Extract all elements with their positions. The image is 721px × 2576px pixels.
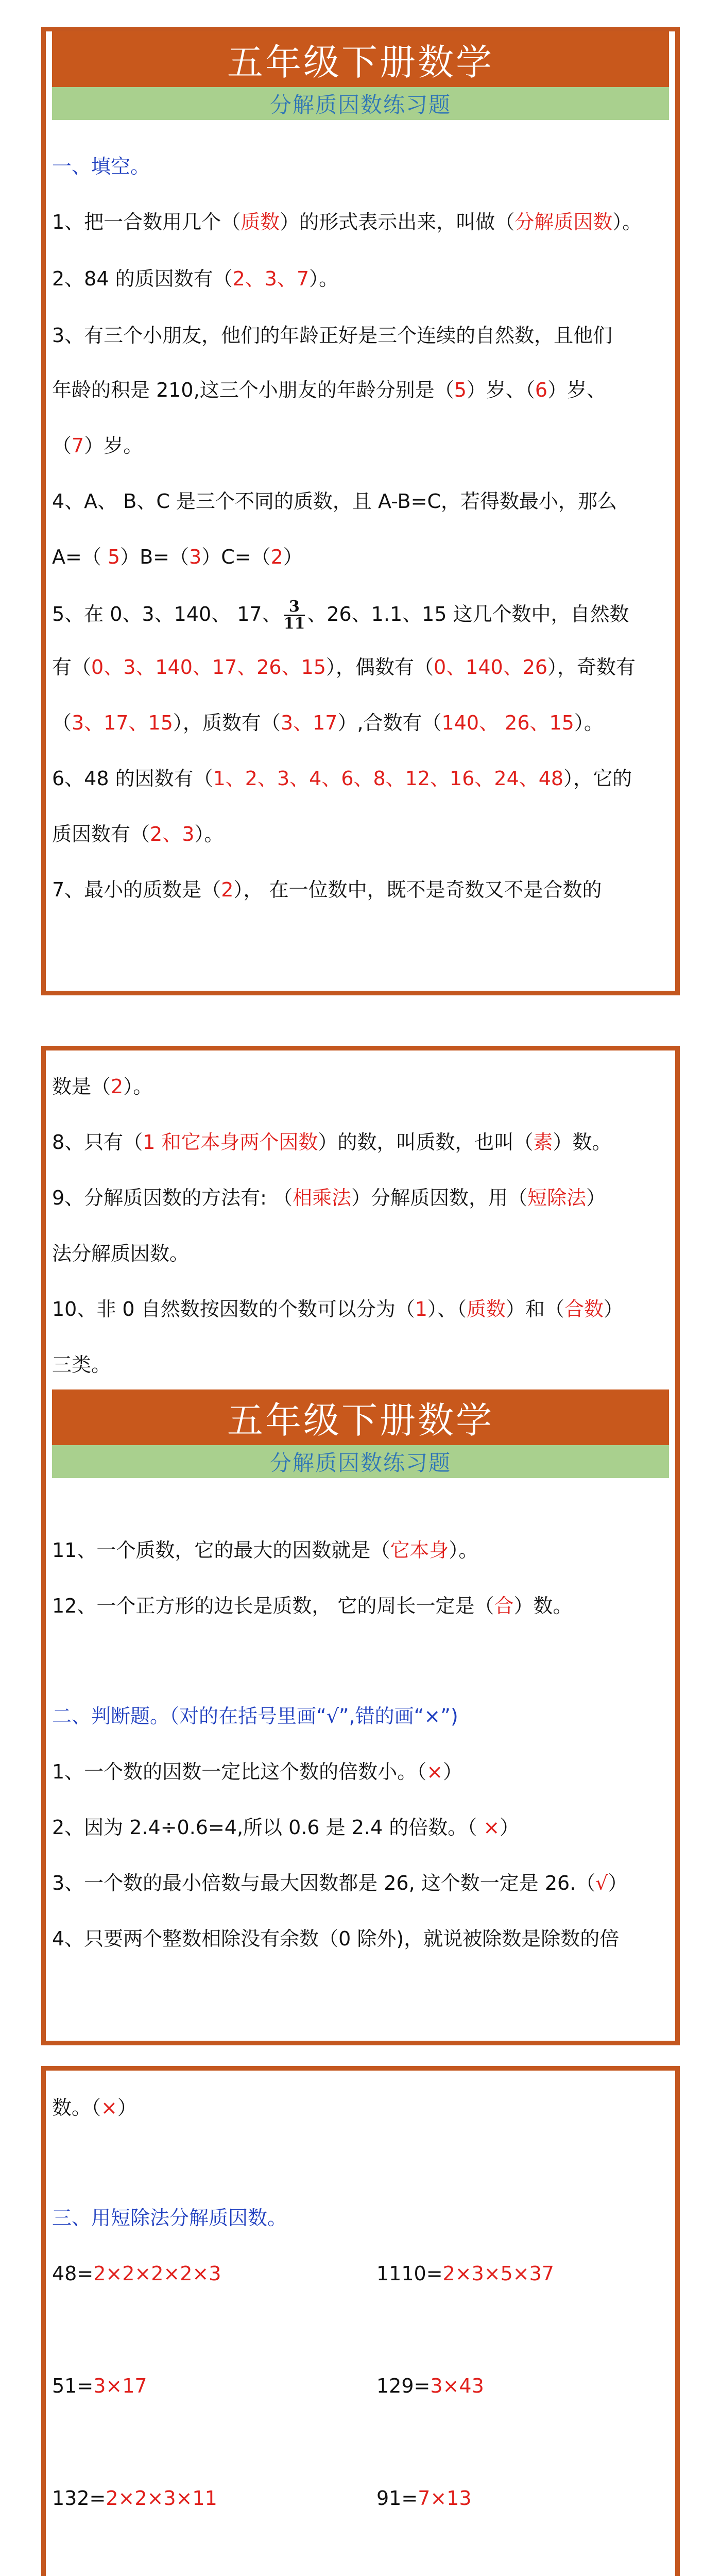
question-12: 12、一个正方形的边长是质数， 它的周长一定是（合）数。 xyxy=(52,1595,573,1617)
answer: 2 xyxy=(270,546,283,568)
question-9-line-1: 9、分解质因数的方法有: （相乘法）分解质因数，用（短除法） xyxy=(52,1187,606,1209)
question-6-line-1: 6、48 的因数有（1、2、3、4、6、8、12、16、24、48），它的 xyxy=(52,767,632,790)
answer: 3×43 xyxy=(430,2375,484,2397)
answer: √ xyxy=(595,1872,608,1894)
question-6-line-2: 质因数有（2、3）。 xyxy=(52,823,224,845)
answer: 质数 xyxy=(466,1298,506,1320)
answer: × xyxy=(483,1816,500,1839)
answer: 6 xyxy=(535,379,548,401)
answer: 1 和它本身两个因数 xyxy=(143,1131,318,1154)
section-factor-heading: 三、用短除法分解质因数。 xyxy=(52,2207,287,2229)
page-2-header xyxy=(52,1389,669,1478)
answer: 3 xyxy=(189,546,202,568)
judge-question-4-line-1: 4、只要两个整数相除没有余数（0 除外)，就说被除数是除数的倍 xyxy=(52,1927,620,1950)
judge-question-4-line-2: 数。（×） xyxy=(52,2096,137,2119)
answer: 相乘法 xyxy=(293,1187,352,1209)
answer: 2×2×3×11 xyxy=(106,2487,217,2510)
answer: 140、 26、15 xyxy=(441,711,574,734)
factor-item: 132=2×2×3×11 xyxy=(52,2487,217,2510)
answer: 2×2×2×2×3 xyxy=(93,2262,221,2285)
question-3-line-3: （7）岁。 xyxy=(52,434,143,457)
factor-item: 129=3×43 xyxy=(376,2375,484,2397)
page-subtitle: 分解质因数练习题 xyxy=(52,1445,669,1478)
question-5-line-2: 有（0、3、140、17、26、15），偶数有（0、140、26），奇数有 xyxy=(52,656,636,679)
question-4-line-2: A=（ 5）B=（3）C=（2） xyxy=(52,546,303,568)
answer: 素 xyxy=(533,1131,553,1154)
question-11: 11、一个质数，它的最大的因数就是（它本身）。 xyxy=(52,1539,478,1562)
answer: × xyxy=(426,1760,443,1783)
factor-item: 51=3×17 xyxy=(52,2375,147,2397)
answer: 2 xyxy=(111,1075,124,1098)
answer: 短除法 xyxy=(527,1187,587,1209)
answer: 3、17 xyxy=(280,711,338,734)
answer: 它本身 xyxy=(390,1539,449,1562)
answer: 5 xyxy=(107,546,121,568)
worksheet-page-2 xyxy=(41,1046,680,2045)
question-10-line-2: 三类。 xyxy=(52,1353,111,1376)
question-4-line-1: 4、A、 B、C 是三个不同的质数，且 A-B=C，若得数最小，那么 xyxy=(52,490,617,513)
judge-question-1: 1、一个数的因数一定比这个数的倍数小。（×） xyxy=(52,1760,463,1783)
question-3-line-2: 年龄的积是 210,这三个小朋友的年龄分别是（5）岁、（6）岁、 xyxy=(52,379,607,401)
question-8: 8、只有（1 和它本身两个因数）的数，叫质数，也叫（素）数。 xyxy=(52,1131,612,1154)
page-title: 五年级下册数学 xyxy=(52,1389,669,1445)
section-fill-heading: 一、填空。 xyxy=(52,155,150,178)
answer: 1 xyxy=(415,1298,427,1320)
factor-item: 91=7×13 xyxy=(376,2487,472,2510)
answer: 2×3×5×37 xyxy=(442,2262,554,2285)
question-2: 2、84 的质因数有（2、3、7）。 xyxy=(52,267,339,290)
answer: 1、2、3、4、6、8、12、16、24、48 xyxy=(213,767,564,790)
factor-item: 48=2×2×2×2×3 xyxy=(52,2262,221,2285)
question-9-line-2: 法分解质因数。 xyxy=(52,1242,190,1265)
question-1: 1、把一合数用几个（质数）的形式表示出来，叫做（分解质因数）。 xyxy=(52,211,642,233)
fraction: $\frac{3}{11}$ xyxy=(283,598,305,633)
factor-item: 1110=2×3×5×37 xyxy=(376,2262,554,2285)
section-judge-heading: 二、判断题。（对的在括号里画“√”,错的画“×”) xyxy=(52,1705,458,1727)
answer: 合 xyxy=(494,1595,514,1617)
answer: × xyxy=(101,2096,117,2119)
question-3-line-1: 3、有三个小朋友，他们的年龄正好是三个连续的自然数，且他们 xyxy=(52,324,613,347)
worksheet-page-3 xyxy=(41,2066,680,2576)
question-5-line-1: 5、在 0、3、140、 17、 $\frac{3}{11}$ 、26、1.1、15 这几个数中，自然数 xyxy=(52,598,629,633)
page-subtitle: 分解质因数练习题 xyxy=(52,87,669,120)
answer: 3、17、15 xyxy=(72,711,173,734)
answer: 2、3、7 xyxy=(232,267,310,290)
question-7-line-1: 7、最小的质数是（2）， 在一位数中，既不是奇数又不是合数的 xyxy=(52,878,602,901)
answer: 7×13 xyxy=(418,2487,472,2510)
judge-question-3: 3、一个数的最小倍数与最大因数都是 26, 这个数一定是 26.（√） xyxy=(52,1872,628,1894)
answer: 2 xyxy=(221,878,234,901)
answer: 3×17 xyxy=(93,2375,147,2397)
answer: 0、140、26 xyxy=(433,656,548,679)
answer: 7 xyxy=(72,434,84,457)
answer: 分解质因数 xyxy=(514,211,613,233)
page-title: 五年级下册数学 xyxy=(52,31,669,87)
answer: 合数 xyxy=(564,1298,604,1320)
question-5-line-3: （3、17、15），质数有（3、17）,合数有（140、 26、15）。 xyxy=(52,711,604,734)
answer: 0、3、140、17、26、15 xyxy=(91,656,326,679)
question-10-line-1: 10、非 0 自然数按因数的个数可以分为（1）、（质数）和（合数） xyxy=(52,1298,623,1320)
answer: 2、3 xyxy=(150,823,195,845)
judge-question-2: 2、因为 2.4÷0.6=4,所以 0.6 是 2.4 的倍数。（ ×） xyxy=(52,1816,520,1839)
answer: 质数 xyxy=(241,211,280,233)
question-7-line-2: 数是（2）。 xyxy=(52,1075,153,1098)
worksheet-page-1 xyxy=(41,27,680,995)
answer: 5 xyxy=(454,379,467,401)
